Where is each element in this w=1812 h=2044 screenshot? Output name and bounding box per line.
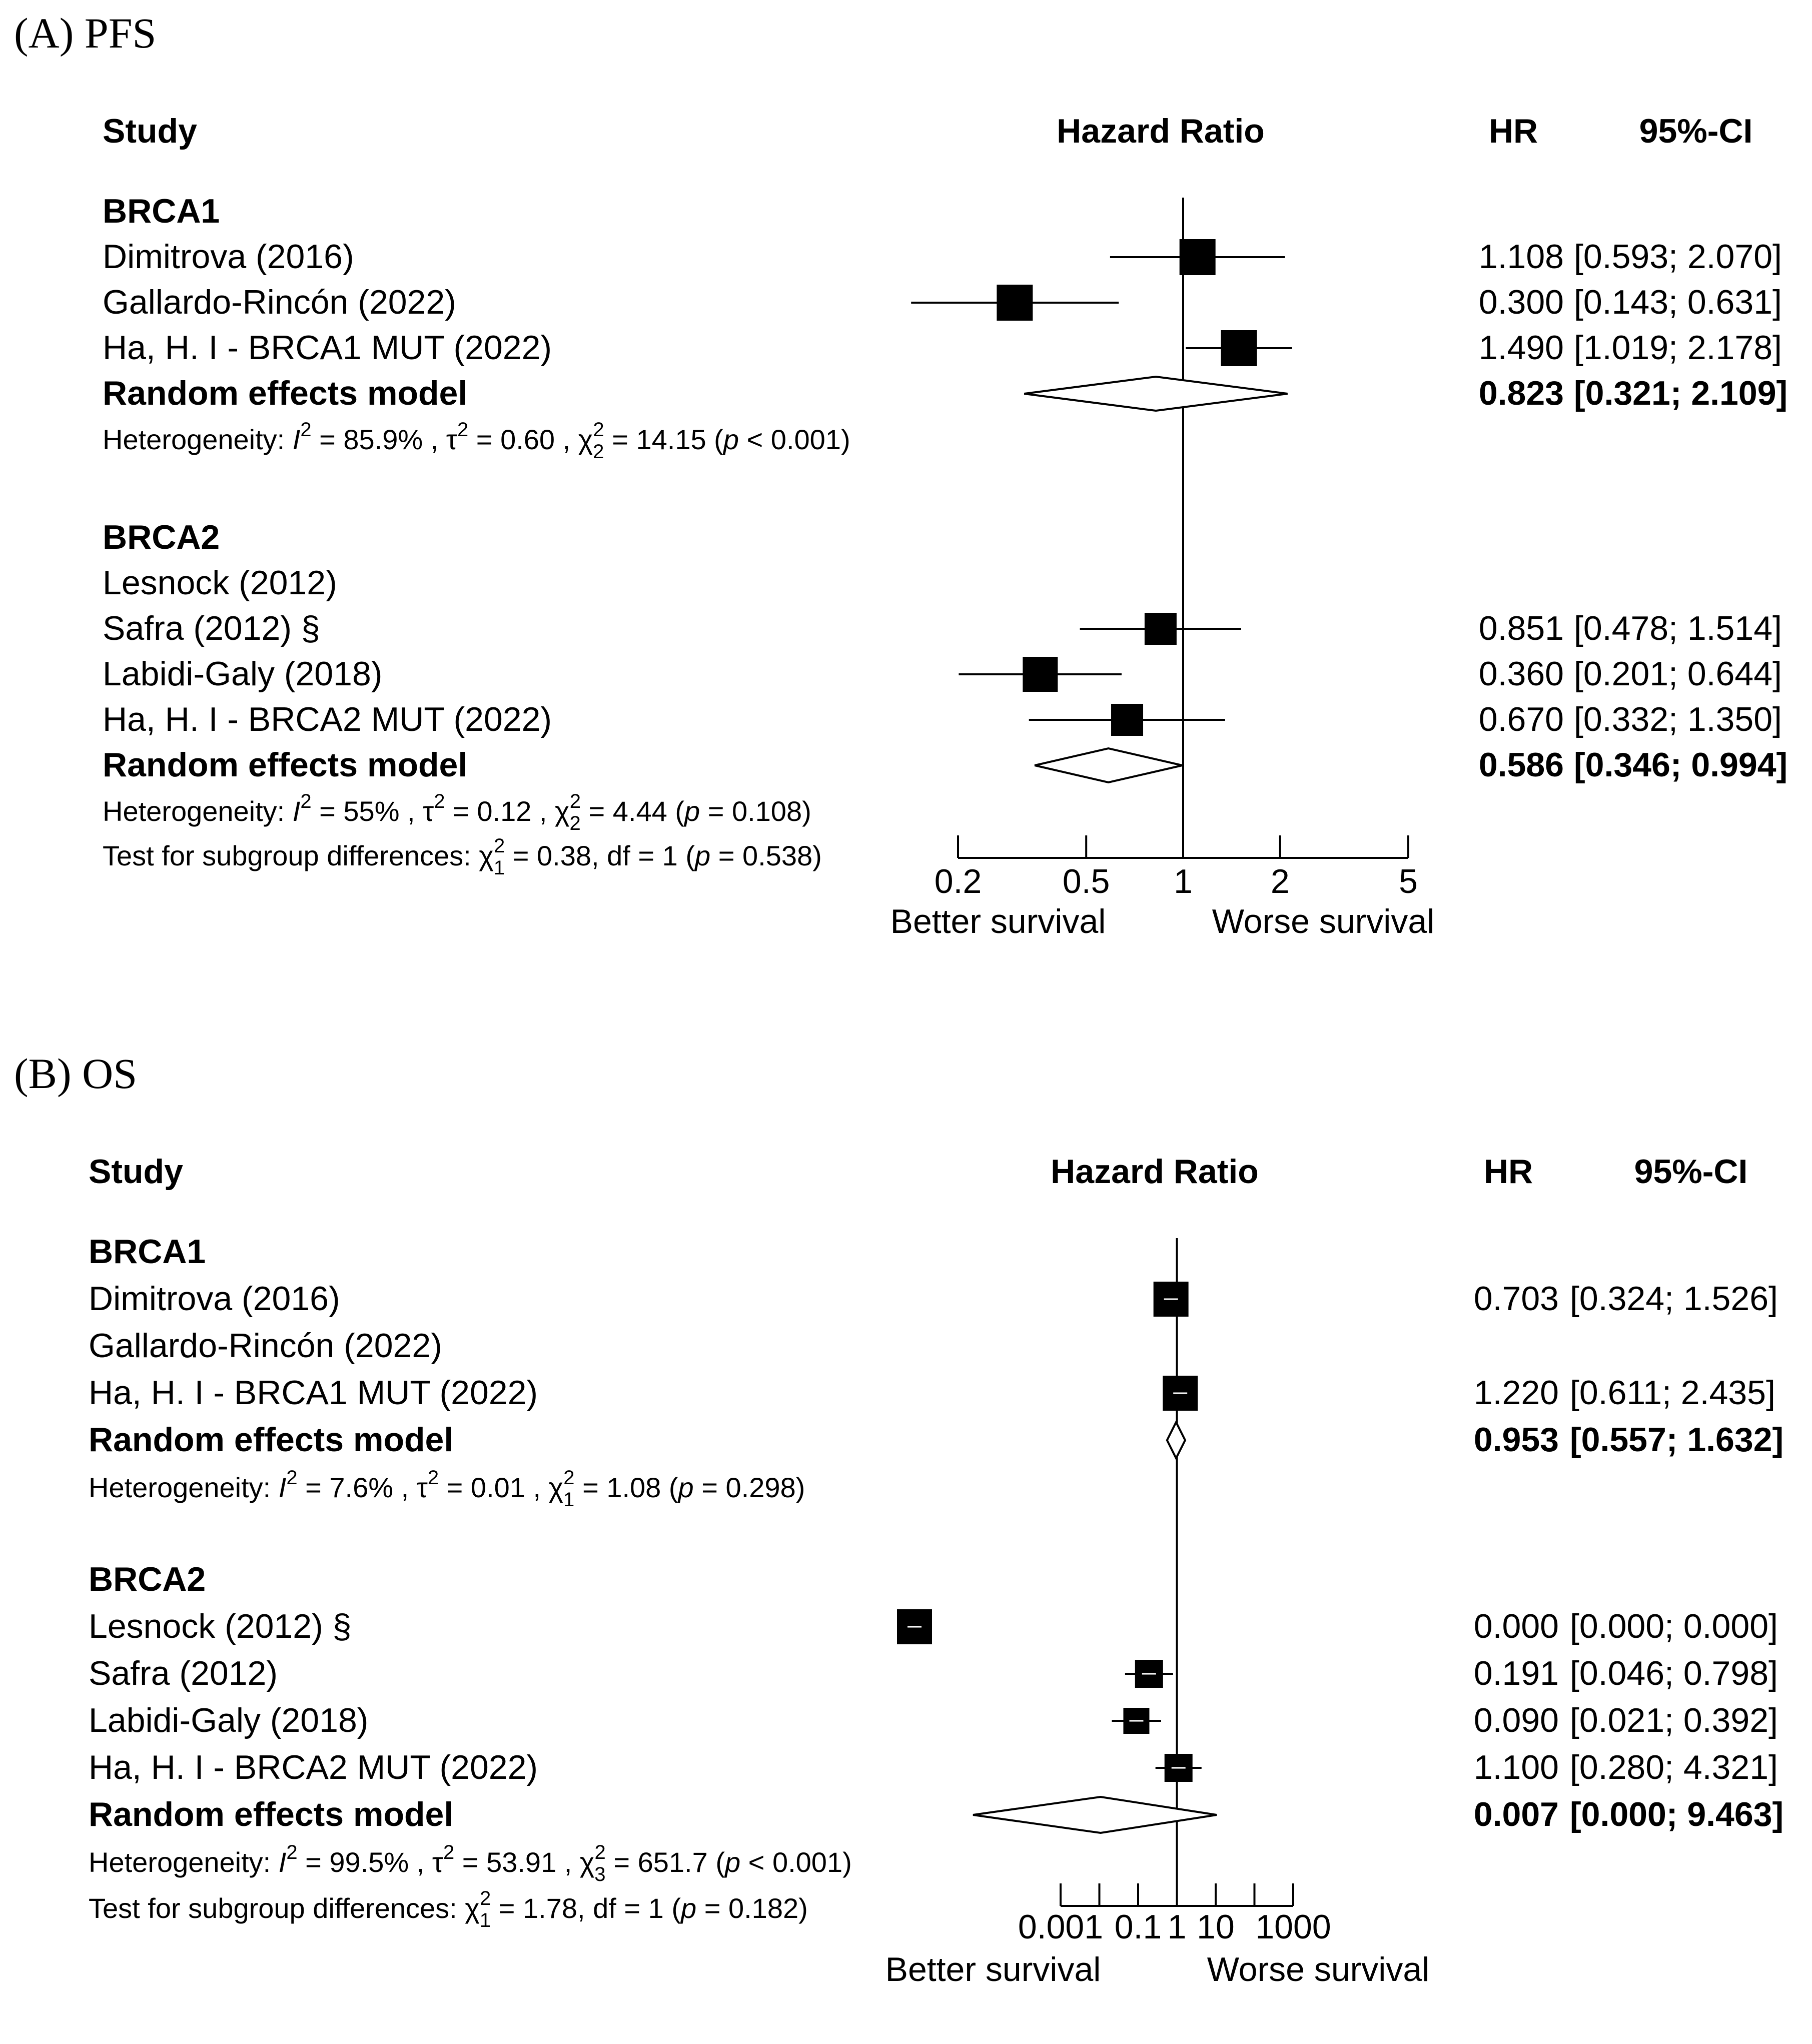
study-row: [103, 564, 337, 602]
summary-diamond: [1167, 1422, 1185, 1458]
study-name: Dimitrova (2016): [89, 1280, 340, 1318]
study-ci: [1.019; 2.178]: [1574, 329, 1782, 367]
subgroup-difference-test: Test for subgroup differences: $\chi_12 = 1.78$, df = 1 (p = 0.182): [89, 1887, 808, 1931]
heterogeneity-stats: Heterogeneity: $I^2 = 55\%$ , $\tau^2 = 0.12$ , $\chi_22 = 4.44$ (p = 0.108): [103, 790, 811, 834]
random-effects-ci: [0.557; 1.632]: [1570, 1421, 1784, 1459]
study-hr: 1.100: [1473, 1748, 1559, 1786]
effect-square: [1023, 657, 1058, 692]
study-row: [103, 700, 1782, 738]
study-row: [89, 1701, 1778, 1739]
random-effects-label: Random effects model: [103, 374, 468, 412]
study-hr: 0.851: [1478, 609, 1564, 647]
column-header-hr: HR: [1483, 1153, 1533, 1191]
random-effects-label: Random effects model: [89, 1421, 454, 1459]
study-ci: [0.000; 0.000]: [1570, 1607, 1778, 1645]
study-row: [89, 1654, 1778, 1692]
study-name: Safra (2012) §: [103, 609, 320, 647]
direction-label-worse: Worse survival: [1212, 902, 1435, 940]
summary-diamond: [973, 1797, 1217, 1833]
study-hr: 0.191: [1473, 1654, 1559, 1692]
subgroup-label-brca2: BRCA2: [103, 518, 220, 556]
study-name: Ha, H. I - BRCA1 MUT (2022): [89, 1374, 538, 1412]
column-header-study: Study: [89, 1153, 183, 1191]
study-ci: [0.046; 0.798]: [1570, 1654, 1778, 1692]
study-row: [89, 1748, 1778, 1786]
random-effects-hr: 0.586: [1478, 746, 1564, 784]
random-effects-hr: 0.007: [1473, 1795, 1559, 1833]
study-row: [89, 1327, 442, 1365]
subgroup-label-brca1: BRCA1: [89, 1233, 206, 1271]
study-hr: 0.703: [1473, 1280, 1559, 1318]
study-name: Lesnock (2012): [103, 564, 337, 602]
x-tick-label: 10: [1197, 1908, 1235, 1946]
study-ci: [0.143; 0.631]: [1574, 283, 1782, 321]
study-ci: [0.201; 0.644]: [1574, 655, 1782, 693]
x-tick-label: 0.5: [1062, 862, 1110, 900]
study-name: Dimitrova (2016): [103, 238, 354, 276]
direction-label-better: Better survival: [885, 1950, 1101, 1988]
effect-square: [997, 285, 1033, 321]
study-hr: 0.670: [1478, 700, 1564, 738]
study-name: Labidi-Galy (2018): [103, 655, 383, 693]
x-tick-label: 0.1: [1114, 1908, 1162, 1946]
x-tick-label: 1: [1167, 1908, 1187, 1946]
subgroup-label-brca2: BRCA2: [89, 1560, 206, 1598]
x-axis: [885, 1883, 1430, 1988]
study-ci: [0.332; 1.350]: [1574, 700, 1782, 738]
random-effects-ci: [0.000; 9.463]: [1570, 1795, 1784, 1833]
study-hr: 1.220: [1473, 1374, 1559, 1412]
study-name: Labidi-Galy (2018): [89, 1701, 369, 1739]
random-effects-hr: 0.953: [1473, 1421, 1559, 1459]
study-name: Ha, H. I - BRCA2 MUT (2022): [89, 1748, 538, 1786]
study-ci: [0.324; 1.526]: [1570, 1280, 1778, 1318]
random-effects-hr: 0.823: [1478, 374, 1564, 412]
study-name: Safra (2012): [89, 1654, 278, 1692]
study-name: Lesnock (2012) §: [89, 1607, 352, 1645]
direction-label-worse: Worse survival: [1207, 1950, 1430, 1988]
effect-square: [1145, 613, 1177, 645]
direction-label-better: Better survival: [890, 902, 1106, 940]
x-tick-label: 0.001: [1018, 1908, 1104, 1946]
random-effects-label: Random effects model: [103, 746, 468, 784]
effect-square: [1221, 330, 1257, 366]
random-effects-row: [89, 1421, 1783, 1459]
panel-os: [14, 1050, 1783, 1988]
random-effects-row: [103, 746, 1787, 784]
summary-diamond: [1035, 748, 1182, 782]
study-row: [89, 1280, 1778, 1318]
study-row: [89, 1607, 1778, 1645]
study-row: [103, 283, 1782, 321]
random-effects-ci: [0.346; 0.994]: [1574, 746, 1788, 784]
x-tick-label: 0.2: [934, 862, 982, 900]
study-hr: 1.108: [1478, 238, 1564, 276]
random-effects-ci: [0.321; 2.109]: [1574, 374, 1788, 412]
study-name: Gallardo-Rincón (2022): [103, 283, 456, 321]
panel-title: (A) PFS: [14, 9, 157, 57]
x-tick-label: 2: [1270, 862, 1290, 900]
x-axis: [890, 835, 1435, 940]
column-header-hr: HR: [1488, 112, 1538, 150]
study-hr: 1.490: [1478, 329, 1564, 367]
summary-diamond: [1024, 377, 1287, 411]
study-ci: [0.280; 4.321]: [1570, 1748, 1778, 1786]
column-header-hazard-ratio: Hazard Ratio: [1051, 1153, 1259, 1191]
study-ci: [0.021; 0.392]: [1570, 1701, 1778, 1739]
study-row: [103, 655, 1782, 693]
study-row: [103, 609, 1782, 647]
column-header-ci: 95%-CI: [1634, 1153, 1748, 1191]
study-row: [103, 329, 1782, 367]
effect-square: [1180, 239, 1216, 275]
study-hr: 0.000: [1473, 1607, 1559, 1645]
random-effects-row: [103, 374, 1787, 412]
study-name: Gallardo-Rincón (2022): [89, 1327, 442, 1365]
effect-square: [1111, 704, 1143, 736]
column-header-hazard-ratio: Hazard Ratio: [1057, 112, 1265, 150]
heterogeneity-stats: Heterogeneity: $I^2 = 7.6\%$ , $\tau^2 = 0.01$ , $\chi_12 = 1.08$ (p = 0.298): [89, 1467, 805, 1511]
panel-pfs: [14, 9, 1787, 940]
x-tick-label: 1000: [1255, 1908, 1331, 1946]
random-effects-row: [89, 1795, 1783, 1833]
heterogeneity-stats: Heterogeneity: $I^2 = 85.9\%$ , $\tau^2 = 0.60$ , $\chi_22 = 14.15$ (p < 0.001): [103, 419, 850, 463]
study-hr: 0.300: [1478, 283, 1564, 321]
random-effects-label: Random effects model: [89, 1795, 454, 1833]
study-row: [103, 238, 1782, 276]
study-ci: [0.478; 1.514]: [1574, 609, 1782, 647]
subgroup-difference-test: Test for subgroup differences: $\chi_12 = 0.38$, df = 1 (p = 0.538): [103, 835, 822, 879]
study-name: Ha, H. I - BRCA2 MUT (2022): [103, 700, 552, 738]
study-name: Ha, H. I - BRCA1 MUT (2022): [103, 329, 552, 367]
x-tick-label: 1: [1174, 862, 1193, 900]
study-hr: 0.360: [1478, 655, 1564, 693]
column-header-study: Study: [103, 112, 197, 150]
subgroup-label-brca1: BRCA1: [103, 192, 220, 230]
heterogeneity-stats: Heterogeneity: $I^2 = 99.5\%$ , $\tau^2 = 53.91$ , $\chi_32 = 651.7$ (p < 0.001): [89, 1841, 852, 1885]
column-header-ci: 95%-CI: [1639, 112, 1753, 150]
study-ci: [0.611; 2.435]: [1570, 1374, 1775, 1412]
x-tick-label: 5: [1399, 862, 1418, 900]
panel-title: (B) OS: [14, 1050, 138, 1098]
study-row: [89, 1374, 1775, 1412]
study-ci: [0.593; 2.070]: [1574, 238, 1782, 276]
study-hr: 0.090: [1473, 1701, 1559, 1739]
